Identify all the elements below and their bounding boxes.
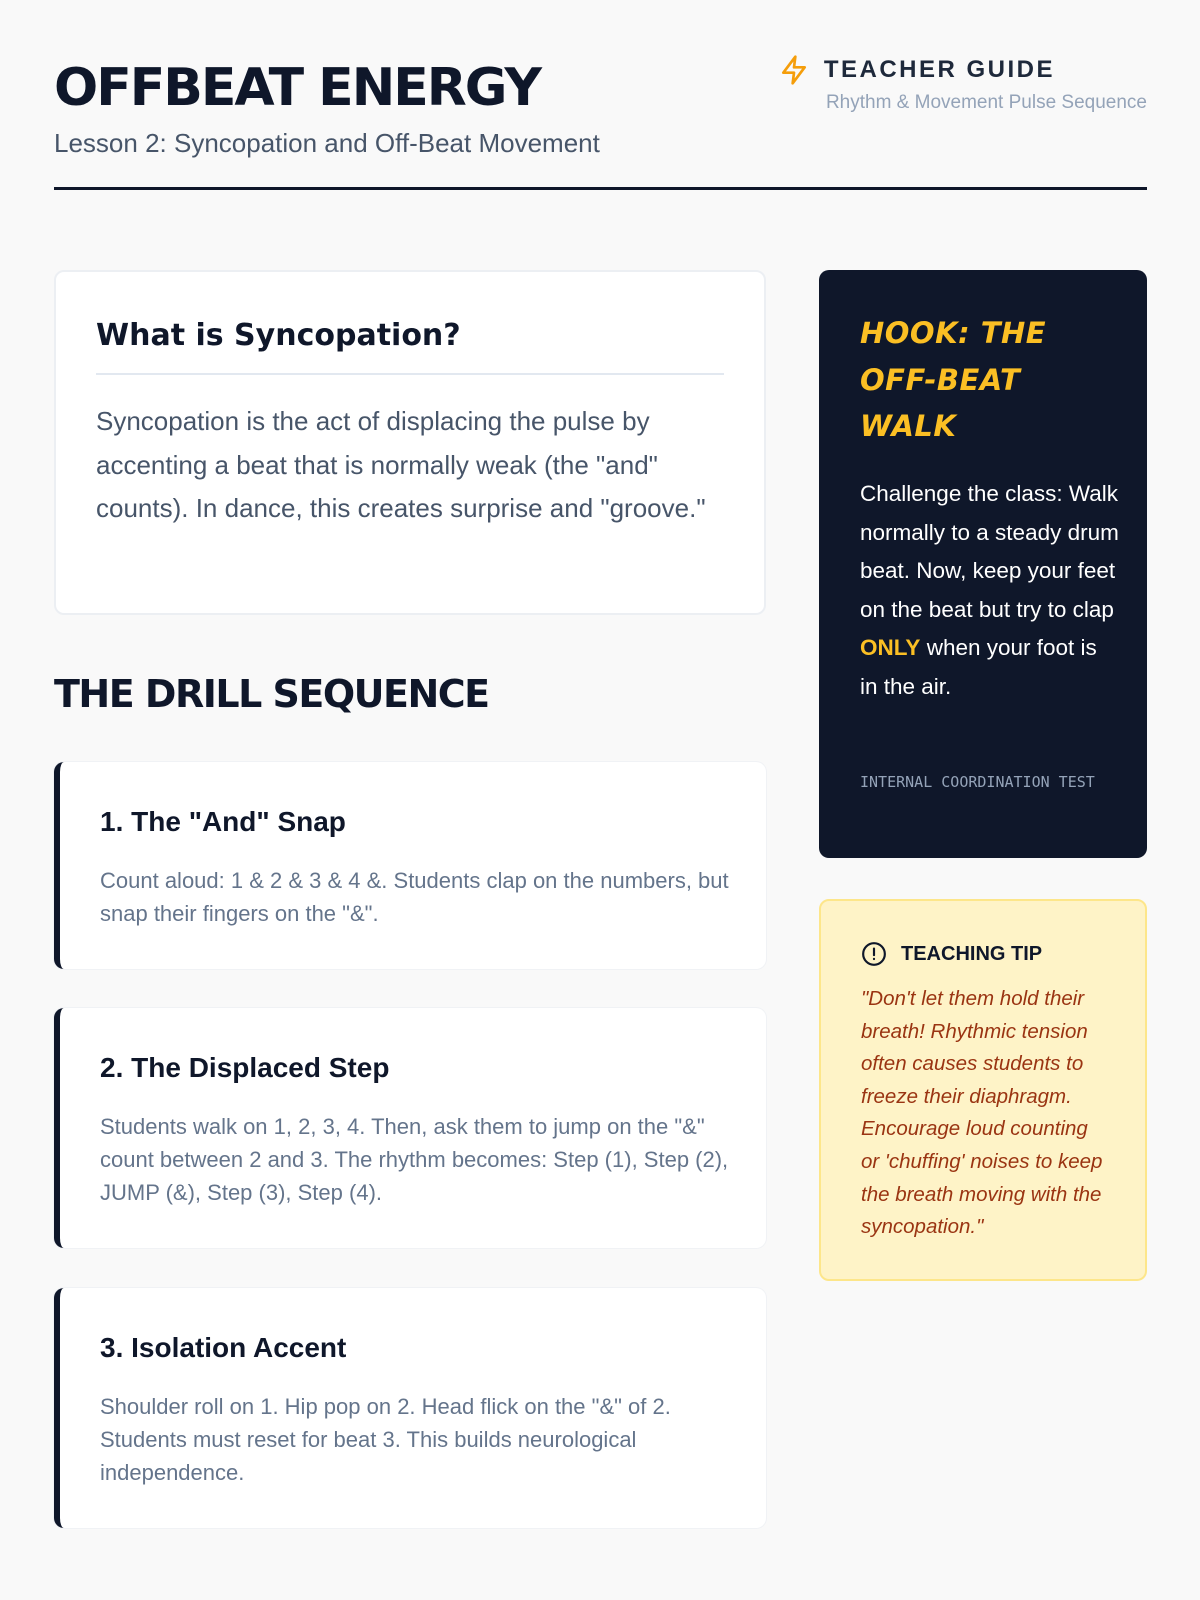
- teaching-tip-header: [861, 941, 1042, 967]
- hook-body: [860, 475, 1120, 706]
- drill-step-card: [54, 762, 766, 969]
- definition-divider: [96, 373, 724, 375]
- drill-step-body: Shoulder roll on 1. Hip pop on 2. Head flick on the "&" of 2. Students must reset for beat 3. This builds neurological independence.: [100, 1394, 671, 1485]
- drill-step-card: [54, 1288, 766, 1528]
- teaching-tip-label: TEACHING TIP: [901, 942, 1043, 965]
- drill-step-card: [54, 1008, 766, 1248]
- drill-step-title: 1. The "And" Snap: [100, 806, 346, 837]
- hook-card: [819, 270, 1147, 858]
- hook-body-text-end: when your foot is in the air.: [860, 635, 1097, 699]
- hook-body-text: Challenge the class: Walk normally to a steady drum beat. Now, keep your feet on the beat but try to clap: [860, 481, 1119, 622]
- definition-title: What is Syncopation?: [96, 318, 461, 353]
- lesson-subtitle: Lesson 2: Syncopation and Off-Beat Movement: [54, 128, 600, 158]
- hook-meta-label: INTERNAL COORDINATION TEST: [860, 773, 1095, 791]
- drill-sequence-heading: THE DRILL SEQUENCE: [54, 672, 489, 716]
- definition-card: [54, 270, 766, 615]
- teacher-guide-row: [778, 52, 1055, 88]
- page-header: [54, 52, 1147, 190]
- drill-step-title: 3. Isolation Accent: [100, 1332, 347, 1363]
- alert-circle-icon: [861, 941, 887, 967]
- drill-step-body: Students walk on 1, 2, 3, 4. Then, ask them to jump on the "&" count between 2 and 3. The rhythm becomes: Step (1), Step (2), JUMP (&), Step (3), Step (4).: [100, 1114, 729, 1205]
- teaching-tip-body: "Don't let them hold their breath! Rhythmic tension often causes students to freeze their diaphragm. Encourage loud counting or 'chuffing' noises to keep the breath moving with the syncopation.": [861, 987, 1103, 1239]
- page-title: OFFBEAT ENERGY: [54, 58, 540, 118]
- definition-body: Syncopation is the act of displacing the pulse by accenting a beat that is normally weak (the "and" counts). In dance, this creates surprise and "groove.": [96, 406, 706, 523]
- teaching-tip-card: [819, 899, 1147, 1281]
- drill-step-body: Count aloud: 1 & 2 & 3 & 4 &. Students clap on the numbers, but snap their fingers on the "&".: [100, 868, 729, 926]
- teacher-guide-block: [787, 52, 1147, 122]
- hook-title: HOOK: THE OFF-BEAT WALK: [860, 316, 1047, 443]
- hook-accent-text: ONLY: [860, 635, 921, 660]
- teacher-guide-subtitle: Rhythm & Movement Pulse Sequence: [825, 92, 1147, 113]
- lightning-bolt-icon: [778, 53, 810, 87]
- teacher-guide-label: TEACHER GUIDE: [823, 56, 1055, 83]
- drill-step-title: 2. The Displaced Step: [100, 1052, 390, 1083]
